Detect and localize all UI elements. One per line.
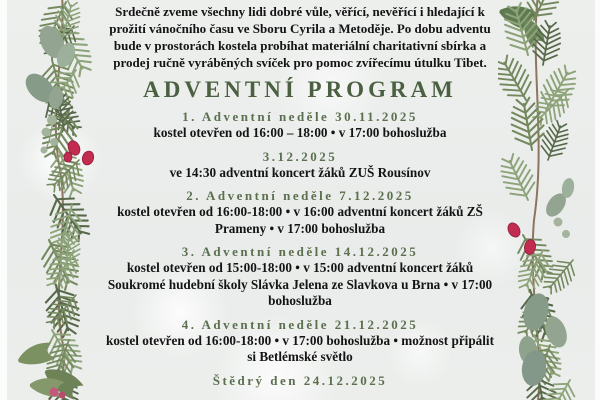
intro-paragraph: Srdečně zveme všechny lidi dobré vůle, věřící, nevěřící i hledající k prožití vánočního času ve Sboru Cyrila a Metoděje. Po dobu adventu bude v prostorách kostela probíhat materiální charitativní sbírka a prodej ručně vyráběných svíček pro pomoc zvířecímu útulku Tibet. [109, 4, 491, 70]
event-concert-3-12 [104, 149, 496, 182]
event-advent-sunday-1 [104, 109, 496, 142]
event-advent-sunday-4 [104, 317, 496, 366]
red-berries-left [64, 139, 96, 167]
event-heading: 2. Adventní neděle 7.12.2025 [186, 188, 414, 203]
event-detail: ve 14:30 adventní koncert žáků ZUŠ Rousínov [169, 164, 431, 180]
poster-content [104, 0, 496, 389]
event-detail: kostel otevřen od 16:00-18:00 • v 17:00 bohoslužba • možnost připálit si Betlémské světlo [105, 332, 494, 364]
pine-garland-right-illustration [498, 0, 598, 400]
event-heading: 3.12.2025 [262, 148, 338, 164]
page-title: ADVENTNÍ PROGRAM [143, 77, 457, 102]
event-heading: 3. Adventní neděle 14.12.2025 [181, 244, 419, 259]
event-detail: kostel otevřen od 16:00 – 18:00 • v 17:00 bohoslužba [153, 125, 447, 140]
event-advent-sunday-3 [104, 244, 496, 310]
event-christmas-eve [104, 373, 496, 389]
event-detail: kostel otevřen od 15:00-18:00 • v 15:00 adventní koncert žáků Soukromé hudební školy Slávka Jelena ze Slavkova u Brna • v 17:00 bohoslužba [107, 260, 493, 308]
event-heading: Štědrý den 24.12.2025 [212, 372, 388, 388]
event-heading: 1. Adventní neděle 30.11.2025 [182, 109, 418, 124]
event-heading: 4. Adventní neděle 21.12.2025 [181, 316, 419, 332]
event-detail: kostel otevřen od 16:00-18:00 • v 16:00 adventní koncert žáků ZŠ Prameny • v 17:00 bohoslužba [117, 204, 483, 236]
holly-leaves-left [15, 340, 85, 400]
pine-garland-left-illustration [4, 0, 104, 400]
event-advent-sunday-2 [104, 188, 496, 237]
